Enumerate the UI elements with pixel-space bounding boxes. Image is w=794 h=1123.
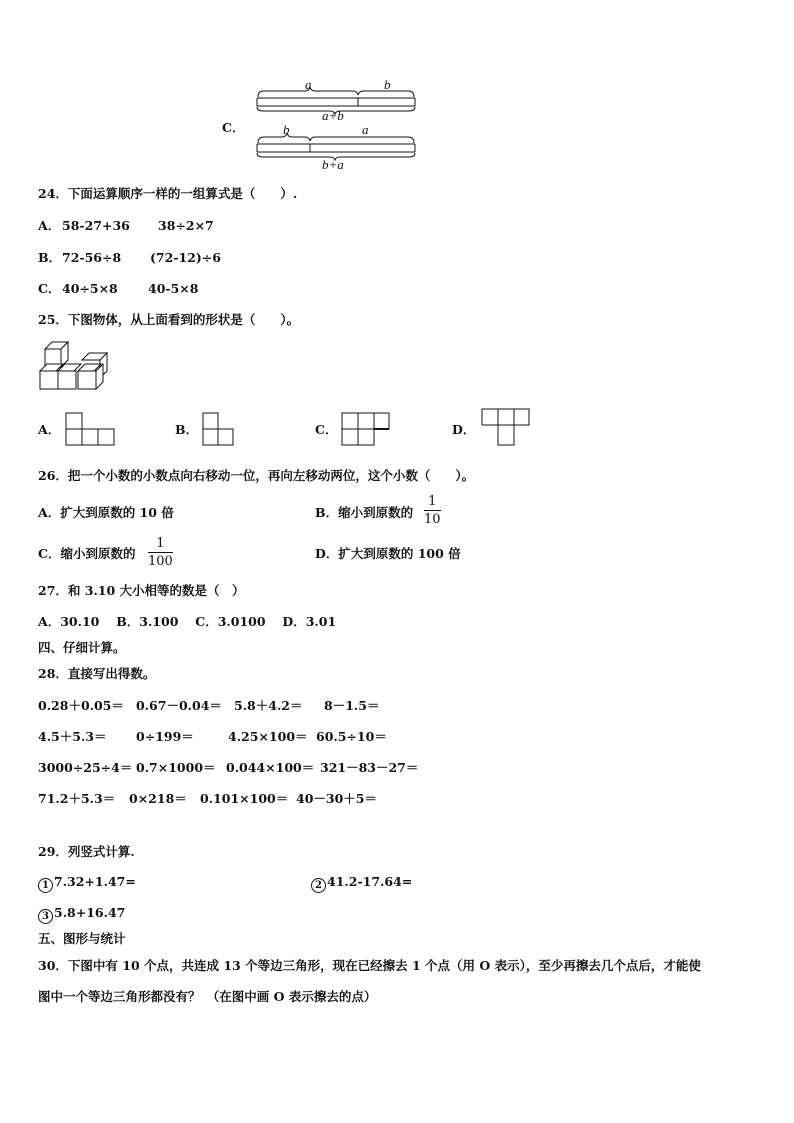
q30-stem-line2: 图中一个等边三角形都没有？ （在图中画 O 表示擦去的点）: [38, 989, 377, 1004]
calc-r1-c1: 0.28＋0.05＝: [38, 698, 124, 713]
q29-item-1: 1 7.32+1.47=: [38, 876, 136, 893]
q29-item-3: 3 5.8+16.47: [38, 907, 125, 924]
calc-r3-c3: 0.044×100＝: [226, 760, 315, 775]
calc-r2-c1: 4.5＋5.3＝: [38, 729, 107, 744]
diagram1-label-sum: a+b: [322, 108, 344, 123]
q24-option-a-label: A．: [38, 218, 61, 233]
calc-r1-c3: 5.8＋4.2＝: [234, 698, 303, 713]
q26-option-d: D．扩大到原数的 100 倍: [315, 546, 461, 561]
q24-option-b-expr1: 72-56÷8: [62, 250, 122, 265]
q25-option-b-label: B．: [175, 422, 199, 437]
q24-option-c-expr1: 40÷5×8: [62, 281, 118, 296]
calc-r3-c4: 321－83－27＝: [320, 760, 419, 775]
q23-option-c-label: C．: [222, 120, 245, 135]
calc-r4-c3: 0.101×100＝: [200, 791, 289, 806]
calc-r3-c2: 0.7×1000＝: [136, 760, 216, 775]
diagram2-label-a: a: [362, 122, 369, 137]
calc-r2-c4: 60.5÷10＝: [316, 729, 387, 744]
q29-stem: 29．列竖式计算.: [38, 844, 135, 859]
diagram2-label-b: b: [283, 122, 290, 137]
calc-r1-c4: 8－1.5＝: [324, 698, 380, 713]
calc-r4-c4: 40－30＋5＝: [296, 791, 377, 806]
q25-option-a-label: A．: [38, 422, 61, 437]
q28-stem: 28．直接写出得数。: [38, 666, 156, 681]
calc-r2-c3: 4.25×100＝: [228, 729, 308, 744]
q24-option-a-expr1: 58-27+36: [62, 218, 130, 233]
diagram1-label-a: a: [305, 77, 312, 92]
q25-option-c-label: C．: [315, 422, 338, 437]
q27-stem: 27．和 3.10 大小相等的数是（ ）: [38, 583, 245, 598]
q29-item-2: 2 41.2-17.64=: [311, 876, 412, 893]
q26-option-c-fraction: [148, 537, 173, 568]
q24-option-b-expr2: (72-12)÷6: [150, 250, 221, 265]
q26-c-numerator: 1: [156, 536, 165, 551]
calc-r4-c2: 0×218＝: [129, 791, 187, 806]
calc-r2-c2: 0÷199＝: [136, 729, 194, 744]
q26-b-numerator: 1: [428, 494, 437, 509]
diagram1-label-b: b: [384, 77, 391, 92]
q26-b-denominator: 10: [424, 512, 441, 527]
q30-stem-line1: 30．下图中有 10 个点，共连成 13 个等边三角形，现在已经擦去 1 个点（用 O 表示），至少再擦去几个点后，才能使: [38, 958, 701, 973]
q24-option-b-label: B．: [38, 250, 62, 265]
calc-r4-c1: 71.2＋5.3＝: [38, 791, 116, 806]
q26-option-c-text: C．缩小到原数的: [38, 546, 136, 561]
q24-option-c-label: C．: [38, 281, 61, 296]
section-5-heading: 五、图形与统计: [38, 931, 126, 946]
q26-option-b-fraction: [424, 495, 441, 526]
q25-option-d-shape: [0, 0, 1, 1]
calc-r3-c1: 3000÷25÷4＝: [38, 760, 133, 775]
q24-option-c-expr2: 40-5×8: [148, 281, 199, 296]
q25-stem: 25．下图物体，从上面看到的形状是（ ）。: [38, 312, 300, 327]
q26-option-a: A．扩大到原数的 10 倍: [38, 505, 174, 520]
q27-options: A．30.10 B．3.100 C．3.0100 D．3.01: [38, 614, 337, 629]
q24-stem: 24．下面运算顺序一样的一组算式是（ ）.: [38, 186, 298, 201]
calc-r1-c2: 0.67－0.04＝: [136, 698, 222, 713]
section-4-heading: 四、仔细计算。: [38, 640, 126, 655]
diagram2-label-sum: b+a: [322, 157, 344, 172]
q26-stem: 26．把一个小数的小数点向右移动一位，再向左移动两位，这个小数（ ）。: [38, 468, 475, 483]
q25-option-d-label: D．: [452, 422, 476, 437]
q26-c-denominator: 100: [148, 554, 173, 569]
q24-option-a-expr2: 38÷2×7: [158, 218, 214, 233]
q26-option-b-text: B．缩小到原数的: [315, 505, 414, 520]
